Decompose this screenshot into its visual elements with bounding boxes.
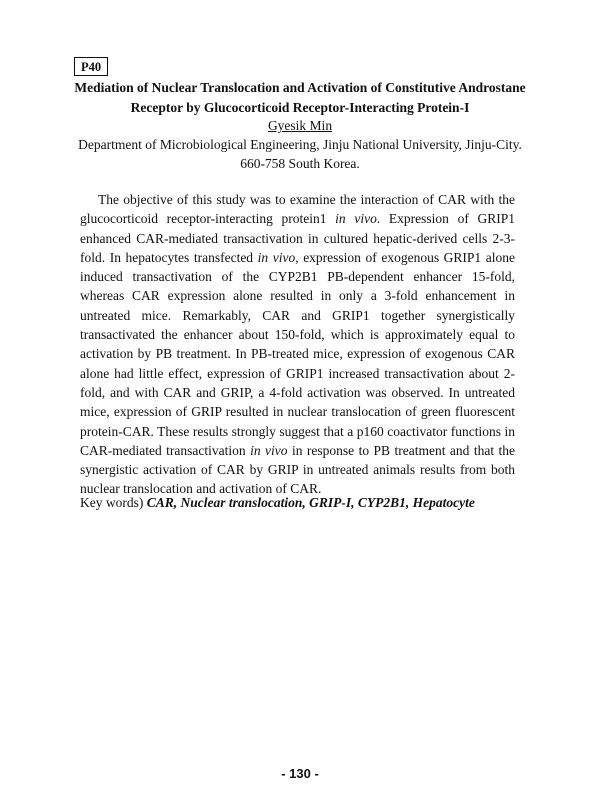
- keywords-terms: CAR, Nuclear translocation, GRIP-I, CYP2B1, Hepatocyte: [146, 495, 475, 510]
- poster-number-tag: P40: [74, 57, 108, 76]
- abstract-text-2: . Expression of GRIP1 enhanced CAR-mediated transactivation in cultured hepatic-derived cells 2-3-fold. In hepatocytes transfected: [80, 211, 515, 265]
- keywords-label: Key words): [80, 495, 147, 510]
- title-line-2: Receptor by Glucocorticoid Receptor-Interacting Protein-I: [130, 100, 470, 115]
- keywords-line: [80, 493, 475, 512]
- abstract-title: [60, 78, 540, 118]
- affiliation: [60, 135, 540, 173]
- abstract-paragraph: [80, 190, 515, 499]
- abstract-text-3: , expression of exogenous GRIP1 alone induced transactivation of the CYP2B1 PB-dependent enhancer 15-fold, whereas CAR expression alone resulted in only a 3-fold enhancement in untreated mice. Remarkably, CAR and GRIP1 together synergistically transactivated the enhancer about 150-fold, which is approximately equal to activation by PB treatment. In PB-treated mice, expression of exogenous CAR alone had little effect, expression of GRIP1 increased transactivation about 2-fold, and with CAR and GRIP, a 4-fold activation was observed. In untreated mice, expression of GRIP resulted in nuclear translocation of green fluorescent protein-CAR. These results strongly suggest that a p160 coactivator functions in CAR-mediated transactivation: [80, 249, 515, 458]
- abstract-italic-2: in vivo: [257, 249, 296, 265]
- title-line-1: Mediation of Nuclear Translocation and Activation of Constitutive Androstane: [74, 80, 526, 95]
- abstract-text-1: The objective of this study was to examine the interaction of CAR with the glucocorticoid receptor-interacting protein1: [80, 192, 515, 227]
- abstract-text-4: in response to PB treatment and that the synergistic activation of CAR by GRIP in untreated animals results from both nuclear translocation and activation of CAR.: [80, 442, 516, 497]
- affiliation-line-2: 660-758 South Korea.: [240, 156, 360, 171]
- abstract-italic-3: in vivo: [250, 442, 288, 458]
- affiliation-line-1: Department of Microbiological Engineering, Jinju National University, Jinju-City.: [78, 137, 522, 152]
- author-name: Gyesik Min: [267, 118, 333, 133]
- page-number: - 130 -: [281, 766, 319, 781]
- abstract-body: [80, 190, 515, 499]
- abstract-italic-1: in vivo: [335, 211, 377, 227]
